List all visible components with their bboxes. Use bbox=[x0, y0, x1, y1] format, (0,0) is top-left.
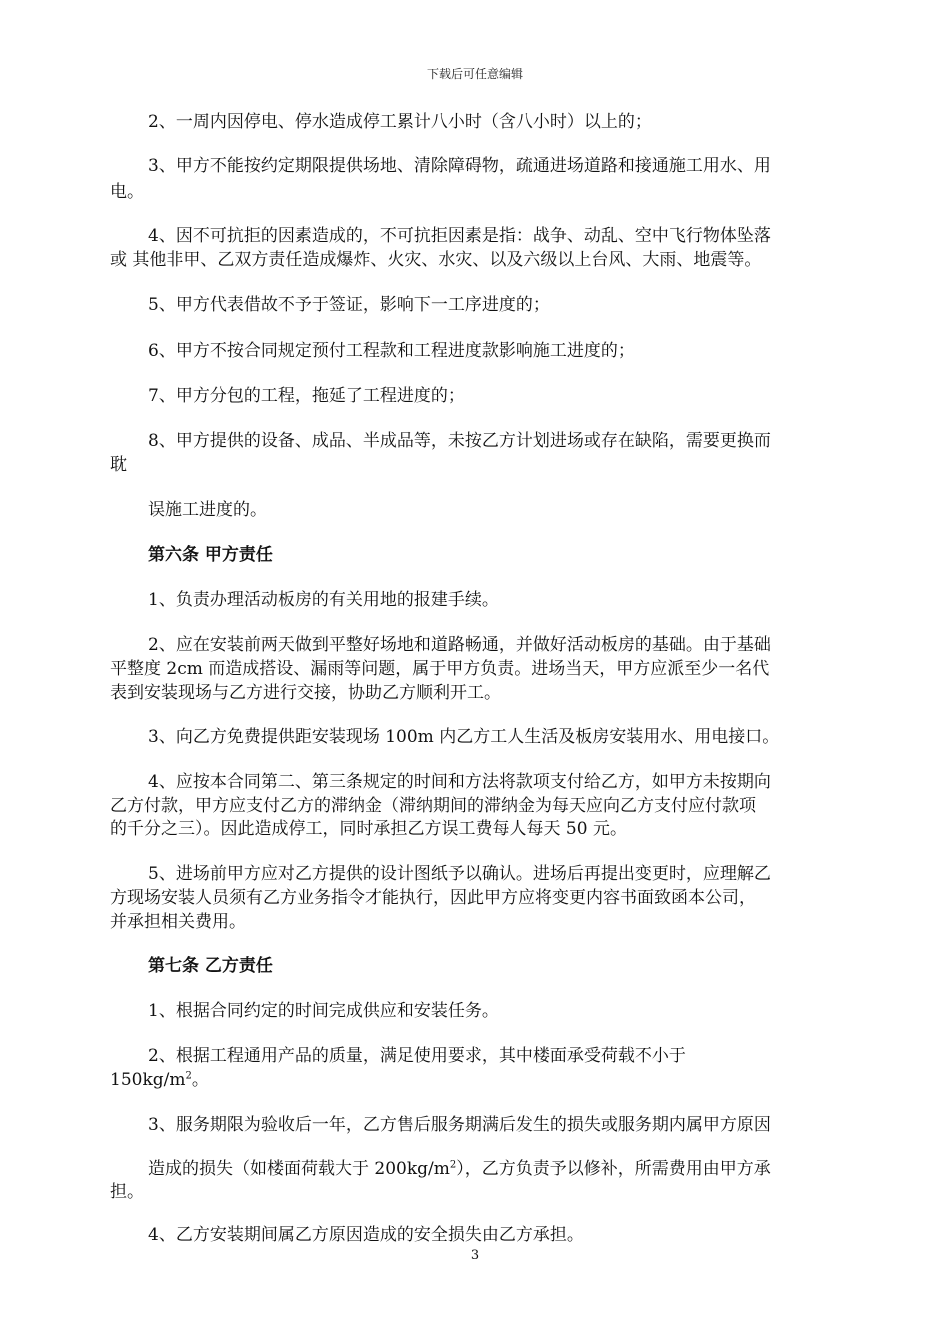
section-7-heading: 第七条 乙方责任 bbox=[148, 956, 273, 976]
clause-8-line-2: 耽 bbox=[110, 455, 127, 475]
superscript: 2 bbox=[449, 1159, 457, 1171]
clause-4-line-1: 4、因不可抗拒的因素造成的，不可抗拒因素是指：战争、动乱、空中飞行物体坠落 bbox=[148, 226, 771, 246]
clause-8-line-3: 误施工进度的。 bbox=[148, 500, 267, 520]
loss-text: 造成的损失（如楼面荷载大于 200kg/m bbox=[148, 1159, 450, 1179]
s6-clause-2-line-2: 平整度 2cm 而造成搭设、漏雨等问题，属于甲方负责。进场当天，甲方应派至少一名代 bbox=[110, 659, 770, 679]
section-6-heading: 第六条 甲方责任 bbox=[148, 545, 273, 565]
superscript: 2 bbox=[185, 1070, 192, 1082]
s6-clause-5-line-2: 方现场安装人员须有乙方业务指令才能执行，因此甲方应将变更内容书面致函本公司， bbox=[110, 888, 756, 908]
clause-8-line-1: 8、甲方提供的设备、成品、半成品等，未按乙方计划进场或存在缺陷，需要更换而 bbox=[148, 431, 771, 451]
s6-clause-4-line-1: 4、应按本合同第二、第三条规定的时间和方法将款项支付给乙方，如甲方未按期向 bbox=[148, 772, 771, 792]
repair-text: ），乙方负责予以修补，所需费用由甲方承 bbox=[456, 1159, 771, 1179]
s7-clause-3-line-2 bbox=[148, 1158, 850, 1180]
clause-7: 7、甲方分包的工程，拖延了工程进度的； bbox=[148, 386, 465, 406]
clause-5: 5、甲方代表借故不予于签证，影响下一工序进度的； bbox=[148, 295, 550, 315]
clause-3-line-2: 电。 bbox=[110, 182, 144, 202]
s7-clause-1: 1、根据合同约定的时间完成供应和安装任务。 bbox=[148, 1001, 499, 1021]
s7-clause-3-line-3: 担。 bbox=[110, 1182, 144, 1202]
s6-clause-4-line-2: 乙方付款，甲方应支付乙方的滞纳金（滞纳期间的滞纳金为每天应向乙方支付应付款项 bbox=[110, 796, 756, 816]
s7-clause-3-line-1: 3、服务期限为验收后一年，乙方售后服务期满后发生的损失或服务期内属甲方原因 bbox=[148, 1115, 771, 1135]
s6-clause-4-line-3: 的千分之三）。因此造成停工，同时承担乙方误工费每人每天 50 元。 bbox=[110, 819, 627, 839]
s6-clause-2-line-1: 2、应在安装前两天做到平整好场地和道路畅通，并做好活动板房的基础。由于基础 bbox=[148, 635, 771, 655]
s7-clause-4: 4、乙方安装期间属乙方原因造成的安全损失由乙方承担。 bbox=[148, 1225, 584, 1245]
clause-6: 6、甲方不按合同规定预付工程款和工程进度款影响施工进度的； bbox=[148, 341, 635, 361]
s7-clause-2-line-1: 2、根据工程通用产品的质量，满足使用要求，其中楼面承受荷载不小于 bbox=[148, 1046, 686, 1066]
s6-clause-5-line-1: 5、进场前甲方应对乙方提供的设计图纸予以确认。进场后再提出变更时，应理解乙 bbox=[148, 864, 771, 884]
s6-clause-1: 1、负责办理活动板房的有关用地的报建手续。 bbox=[148, 590, 499, 610]
s6-clause-3: 3、向乙方免费提供距安装现场 100m 内乙方工人生活及板房安装用水、用电接口。 bbox=[148, 727, 780, 747]
page-header: 下载后可任意编辑 bbox=[426, 67, 523, 81]
clause-4-line-2: 或 其他非甲、乙双方责任造成爆炸、火灾、水灾、以及六级以上台风、大雨、地震等。 bbox=[110, 250, 762, 270]
s7-clause-2-line-2 bbox=[110, 1069, 850, 1091]
s6-clause-2-line-3: 表到安装现场与乙方进行交接，协助乙方顺利开工。 bbox=[110, 683, 501, 703]
period: 。 bbox=[191, 1070, 209, 1090]
load-value: 150kg/m bbox=[110, 1070, 186, 1090]
page-number: 3 bbox=[470, 1248, 480, 1263]
s6-clause-5-line-3: 并承担相关费用。 bbox=[110, 912, 246, 932]
clause-2: 2、一周内因停电、停水造成停工累计八小时（含八小时）以上的； bbox=[148, 112, 652, 132]
clause-3-line-1: 3、甲方不能按约定期限提供场地、清除障碍物，疏通进场道路和接通施工用水、用 bbox=[148, 156, 771, 176]
